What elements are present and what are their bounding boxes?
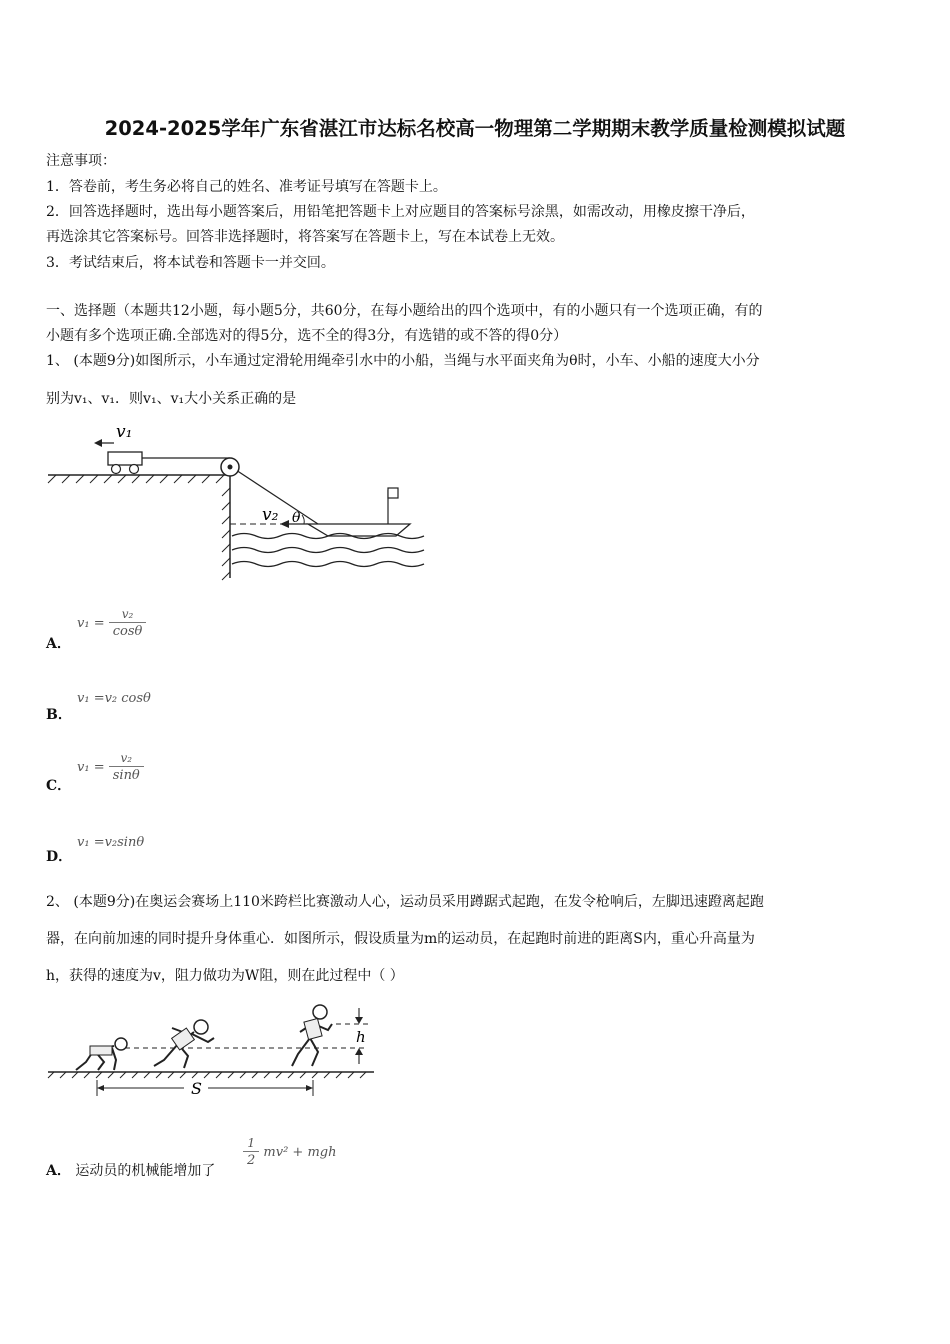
cart-body — [108, 452, 142, 465]
option-d-label: D． — [46, 849, 73, 865]
cart-wheel — [112, 465, 121, 474]
option-a-text: 运动员的机械能增加了 — [75, 1163, 216, 1179]
q1-stem: 1、 (本题9分)如图所示，小车通过定滑轮用绳牵引水中的小船，当绳与水平面夹角为θ时，小车、小船的速度大小分 — [46, 353, 760, 369]
page-title: 2024-2025学年广东省湛江市达标名校高一物理第二学期期末教学质量检测模拟试题 — [104, 117, 846, 140]
option-a-label: A． — [46, 1163, 71, 1179]
section-line: 小题有多个选项正确.全部选对的得5分，选不全的得3分，有选错的或不答的得0分） — [46, 328, 568, 344]
notes-heading: 注意事项： — [46, 153, 116, 169]
option-d-expression: v₁ =v₂sinθ — [77, 835, 145, 850]
option-c-label: C． — [46, 778, 72, 794]
theta-label: θ — [292, 510, 301, 526]
note-item: 2．回答选择题时，选出每小题答案后，用铅笔把答题卡上对应题目的答案标号涂黑，如需改动，用橡皮擦干净后， — [46, 204, 755, 220]
q2-figure — [46, 1000, 386, 1100]
flag — [388, 488, 398, 498]
option-a-expression: v₁ = $\frac{\text{v₂}}{\cos\theta}$ — [77, 606, 146, 641]
q1-stem: 别为v₁、v₁．则v₁、v₁大小关系正确的是 — [46, 391, 297, 407]
note-item: 再选涂其它答案标号。回答非选择题时，将答案写在答题卡上，写在本试卷上无效。 — [46, 229, 564, 245]
q1-figure — [46, 418, 426, 588]
q2-stem: 2、 (本题9分)在奥运会赛场上110米跨栏比赛激动人心，运动员采用蹲踞式起跑，在发令枪响后，左脚迅速蹬离起跑 — [46, 894, 764, 910]
option-c-expression: v₁ = $\frac{\text{v₂}}{\sin\theta}$ — [77, 750, 144, 785]
runner-crouched — [76, 1038, 127, 1070]
option-b-label: B． — [46, 707, 72, 723]
option-a-label: A． — [46, 636, 71, 652]
q2-stem: h，获得的速度为v，阻力做功为W阻，则在此过程中（ ） — [46, 968, 404, 984]
q2-option-a-expression: $\frac{1}{2}$ mv² + mgh — [243, 1135, 336, 1170]
runner-rising — [154, 1020, 214, 1068]
v2-label: v₂ — [262, 505, 279, 525]
s-label: S — [191, 1079, 202, 1098]
q2-option-a — [46, 1160, 215, 1180]
v1-label: v₁ — [116, 422, 133, 442]
section-line: 一、选择题（本题共12小题，每小题5分，共60分，在每小题给出的四个选项中，有的小题只有一个选项正确，有的 — [46, 303, 763, 319]
note-item: 1．答卷前，考生务必将自己的姓名、准考证号填写在答题卡上。 — [46, 179, 447, 195]
runner-upright — [292, 1005, 332, 1066]
h-label: h — [356, 1028, 366, 1046]
q2-stem: 器，在向前加速的同时提升身体重心．如图所示，假设质量为m的运动员，在起跑时前进的距离S内，重心升高量为 — [46, 931, 755, 947]
option-b-expression: v₁ =v₂ cosθ — [77, 691, 151, 706]
cart-wheel — [130, 465, 139, 474]
note-item: 3．考试结束后，将本试卷和答题卡一并交回。 — [46, 255, 335, 271]
